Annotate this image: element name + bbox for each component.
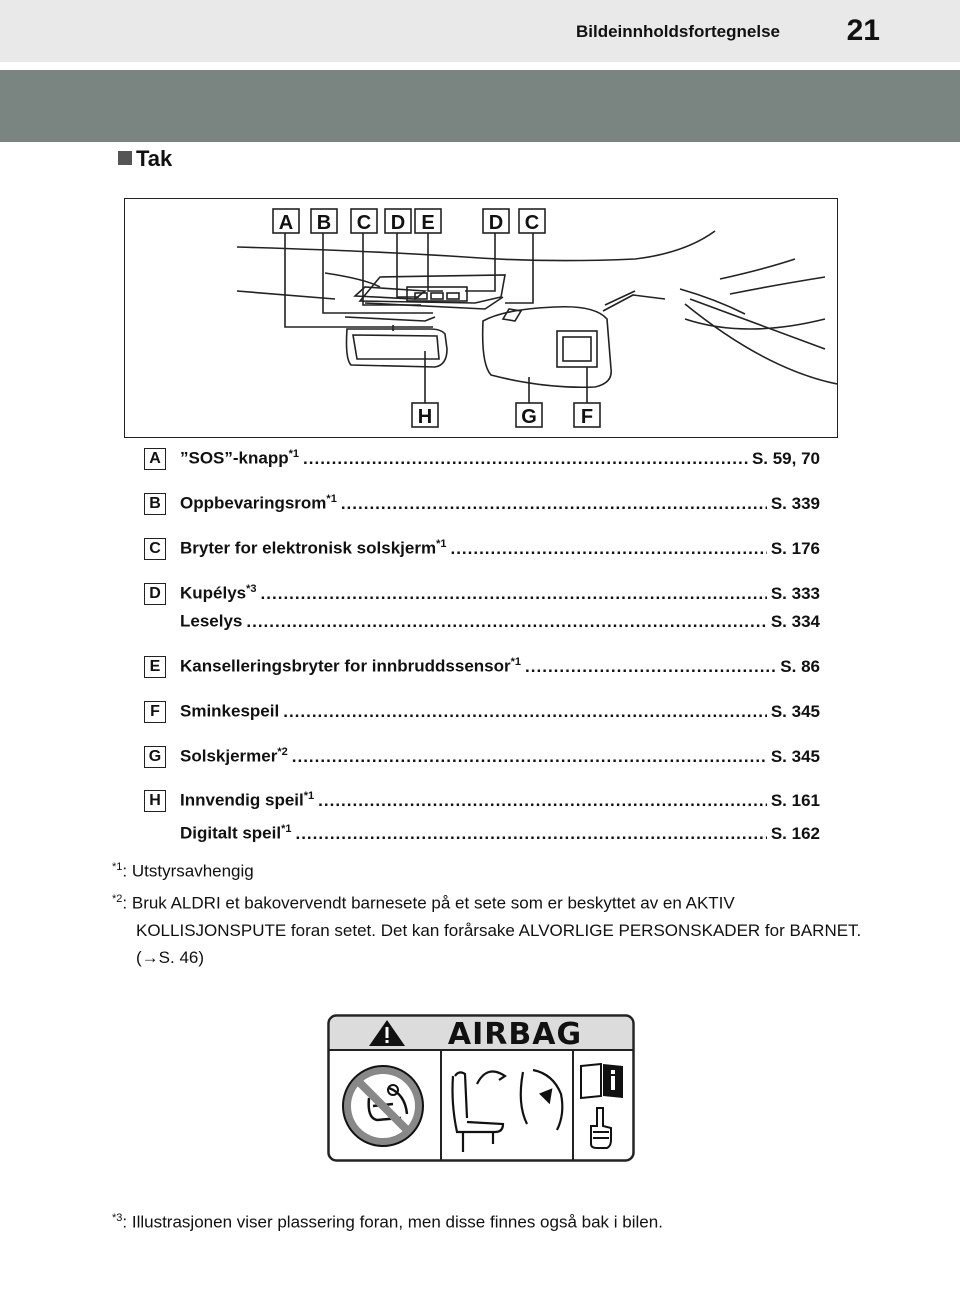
page-reference[interactable]: S. 86	[780, 656, 820, 676]
airbag-label-graphic	[327, 1014, 635, 1162]
page-reference[interactable]: S. 334	[770, 611, 820, 631]
page-header	[0, 0, 960, 62]
page-reference[interactable]: S. 162	[770, 823, 820, 843]
footnote-mark: *3	[112, 1212, 123, 1224]
toc-line[interactable]	[180, 611, 820, 635]
toc-line[interactable]	[180, 746, 820, 770]
footnote-mark: *1	[288, 448, 300, 460]
list-item	[144, 746, 820, 770]
footnote-mark: *1	[326, 493, 337, 505]
list-item	[144, 448, 820, 472]
toc-line[interactable]	[180, 656, 820, 680]
footnote-text: : Illustrasjonen viser plassering foran, men disse finnes også bak i bilen.	[122, 1212, 663, 1232]
footnote-3	[112, 1205, 852, 1236]
page-number: 21	[846, 14, 880, 47]
item-name: Leselys	[180, 611, 243, 631]
item-letter-badge: F	[144, 701, 166, 723]
item-letter-badge: H	[144, 790, 166, 812]
callout-label: G	[521, 406, 537, 428]
callout-label: B	[316, 212, 332, 234]
item-letter-badge: G	[144, 746, 166, 768]
toc-line[interactable]	[180, 583, 820, 607]
item-letter-badge: A	[144, 448, 166, 470]
toc-line[interactable]	[180, 493, 820, 517]
item-name: Innvendig speil	[180, 790, 304, 810]
item-name: Oppbevaringsrom	[180, 493, 327, 513]
callout-label: C	[356, 212, 372, 234]
footnote-1	[112, 854, 852, 885]
footnote-text: : Utstyrsavhengig	[122, 861, 254, 881]
toc-line[interactable]	[180, 823, 820, 847]
list-item	[144, 656, 820, 680]
no-rear-facing-child-seat-icon	[343, 1066, 423, 1146]
footnote-text: : Bruk ALDRI et bakovervendt barnesete på et sete som er beskyttet av en AKTIV KOLLISJONSPUTE foran setet. Det kan forårsake ALVORLIGE PERSONSKADER for BARNET. (→S. 46)	[122, 893, 862, 967]
item-letter-badge: B	[144, 493, 166, 515]
item-name: ”SOS”-knapp	[180, 448, 289, 468]
page-reference[interactable]: S. 333	[770, 583, 820, 603]
page-reference[interactable]: S. 161	[770, 790, 820, 810]
footnote-mark: *2	[112, 893, 123, 905]
footnote-mark: *1	[281, 823, 292, 835]
item-name: Kupélys	[180, 583, 247, 603]
item-letter-badge: E	[144, 656, 166, 678]
footnote-mark: *2	[277, 746, 288, 758]
page-reference[interactable]: S. 345	[770, 746, 820, 766]
item-name: Bryter for elektronisk solskjerm	[180, 538, 437, 558]
page-reference[interactable]: S. 345	[770, 701, 820, 721]
callout-label: H	[417, 406, 433, 428]
airbag-title: AIRBAG	[447, 1017, 583, 1052]
page-reference[interactable]: S. 59, 70	[751, 448, 820, 468]
item-name: Solskjermer	[180, 746, 278, 766]
item-name: Digitalt speil	[180, 823, 282, 843]
figure-callouts	[273, 209, 600, 428]
ceiling-illustration	[124, 198, 838, 438]
item-letter-badge: D	[144, 583, 166, 605]
toc-line[interactable]	[180, 701, 820, 725]
callout-label: E	[421, 212, 435, 234]
section-heading	[118, 146, 172, 172]
footnote-mark: *1	[112, 861, 123, 873]
square-bullet-icon	[118, 151, 132, 165]
list-item	[144, 538, 820, 562]
footnote-mark: *1	[436, 538, 447, 550]
ceiling-diagram	[125, 199, 837, 437]
header-title: Bildeinnholdsfortegnelse	[575, 22, 780, 41]
callout-label: C	[524, 212, 540, 234]
callout-label: A	[278, 212, 294, 234]
callout-label: F	[580, 406, 594, 428]
callout-label: D	[390, 212, 406, 234]
item-name: Sminkespeil	[180, 701, 280, 721]
footnote-mark: *3	[246, 583, 257, 595]
section-title: Tak	[136, 146, 173, 171]
list-item	[144, 790, 820, 843]
item-name: Kanselleringsbryter for innbruddssensor	[180, 656, 511, 676]
page-reference[interactable]: S. 339	[770, 493, 820, 513]
item-letter-badge: C	[144, 538, 166, 560]
footnote-mark: *1	[510, 656, 522, 668]
page-reference[interactable]: S. 176	[770, 538, 820, 558]
toc-line[interactable]	[180, 538, 820, 562]
list-item	[144, 493, 820, 517]
list-item	[144, 583, 820, 631]
airbag-warning-label	[327, 1014, 635, 1162]
callout-label: D	[488, 212, 504, 234]
list-item	[144, 701, 820, 725]
toc-line[interactable]	[180, 790, 820, 814]
footnote-mark: *1	[303, 790, 315, 802]
grey-banner	[0, 70, 960, 142]
footnote-2	[112, 886, 876, 971]
toc-line[interactable]	[180, 448, 820, 472]
manual-book-icon	[581, 1064, 623, 1098]
